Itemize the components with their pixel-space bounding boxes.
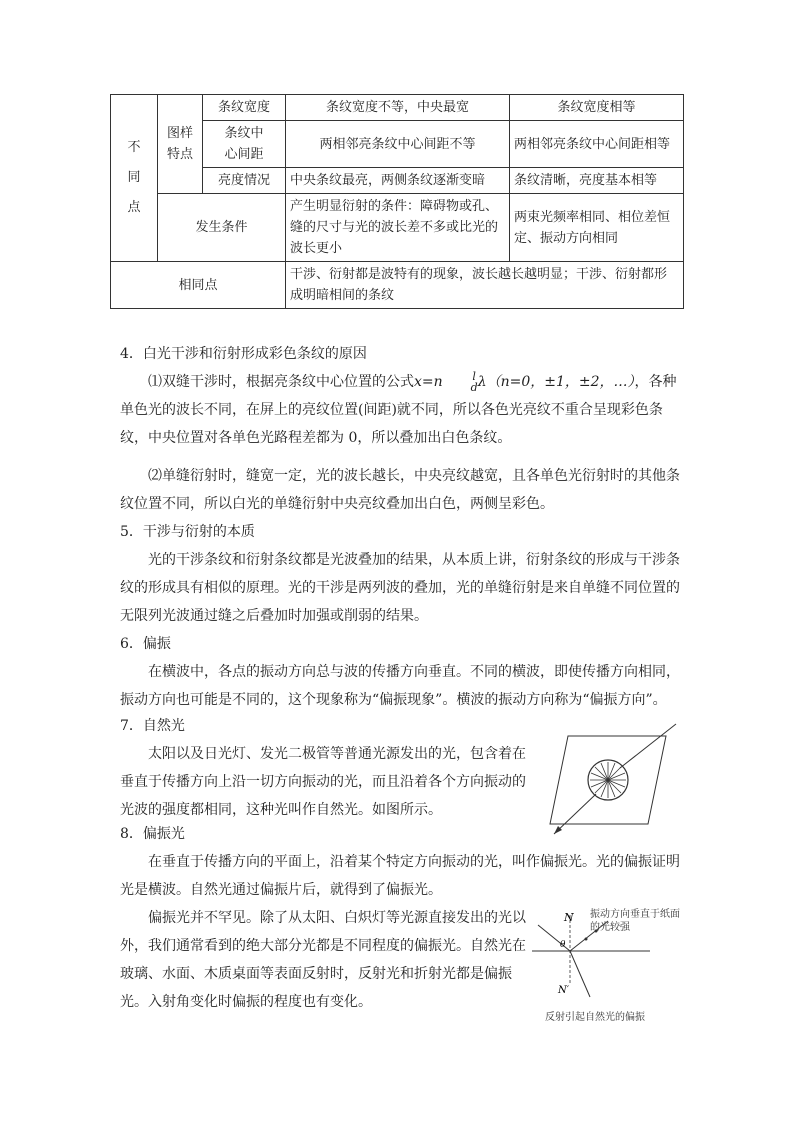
row-label: 条纹宽度	[203, 95, 286, 121]
diffraction-cell: 条纹宽度不等，中央最宽	[286, 95, 510, 121]
section-4-paragraph-2: ⑵单缝衍射时，缝宽一定，光的波长越长，中央亮纹越宽，且各单色光衍射时的其他条纹位置不同，所以白光的单缝衍射中央亮纹叠加出白色，两侧呈彩色。	[120, 468, 680, 512]
vibration-directions-icon	[590, 762, 626, 798]
section-7-title: 7．自然光	[120, 718, 185, 734]
condition-interference: 两束光频率相同、相位差恒定、振动方向相同	[510, 194, 684, 262]
diffraction-cell: 中央条纹最亮，两侧条纹逐渐变暗	[286, 168, 510, 194]
section-5-paragraph: 光的干涉条纹和衍射条纹都是光波叠加的结果，从本质上讲，衍射条纹的形成与干涉条纹的形成具有相似的原理。光的干涉是两列波的叠加，光的单缝衍射是来自单缝不同位置的无限列光波通过缝之后叠加时加强或削弱的结果。	[120, 552, 680, 624]
fringe-formula: x=n l d λ（n=0，±1，±2，…）	[414, 370, 635, 394]
same-label: 相同点	[111, 262, 286, 309]
section-4-paragraph-1: ⑴双缝干涉时，根据亮条纹中心位置的公式x=n l d λ（n=0，±1，±2，…），各种单色光的波长不同，在屏上的亮纹位置(间距)就不同，所以各色光亮纹不重合呈现彩色条纹，中央位置对各单色光路程差都为 0，所以叠加出白色条纹。	[120, 370, 677, 446]
same-text: 干涉、衍射都是波特有的现象，波长越长越明显；干涉、衍射都形成明暗相间的条纹	[286, 262, 684, 309]
table-row	[111, 194, 684, 262]
condition-diffraction: 产生明显衍射的条件：障碍物或孔、缝的尺寸与光的波长差不多或比光的波长更小	[286, 194, 510, 262]
group-label: 不同点	[127, 140, 141, 215]
comparison-table	[110, 94, 684, 309]
row-label: 亮度情况	[203, 168, 286, 194]
normal-label-n: N	[564, 911, 574, 924]
natural-light-figure	[548, 722, 684, 840]
formula-fraction: l d	[470, 370, 478, 394]
section-6-paragraph: 在横波中，各点的振动方向总与波的传播方向垂直。不同的横波，即使传播方向相同，振动方向也可能是不同的，这个现象称为“偏振现象”。横波的振动方向称为“偏振方向”。	[120, 664, 680, 708]
pattern-label-cell	[158, 95, 203, 194]
section-8-title: 8．偏振光	[120, 826, 185, 842]
section-7-paragraph: 太阳以及日光灯、发光二极管等普通光源发出的光，包含着在垂直于传播方向上沿一切方向振动的光，而且沿着各个方向振动的光波的强度都相同，这种光叫作自然光。如图所示。	[120, 746, 526, 818]
section-4-title: 4．白光干涉和衍射形成彩色条纹的原因	[120, 346, 367, 362]
angle-label: θ	[560, 940, 566, 950]
light-ray-in	[620, 724, 676, 768]
section-5-title: 5．干涉与衍射的本质	[120, 524, 255, 540]
interference-cell: 两相邻亮条纹中心间距相等	[510, 121, 684, 168]
condition-label: 发生条件	[158, 194, 286, 262]
section-8-paragraph-2: 偏振光并不罕见。除了从太阳、白炽灯等光源直接发出的光以外，我们通常看到的绝大部分光都是不同程度的偏振光。自然光在玻璃、水面、木质桌面等表面反射时，反射光和折射光都是偏振光。入射角变化时偏振的程度也有变化。	[120, 910, 526, 1010]
interference-cell: 条纹宽度相等	[510, 95, 684, 121]
table-row	[111, 262, 684, 309]
row-label: 条纹中心间距	[203, 121, 286, 168]
polarization-dot-icon	[585, 938, 588, 941]
table-row	[111, 95, 684, 121]
section-6-title: 6．偏振	[120, 636, 171, 652]
section-8-paragraph-1: 在垂直于传播方向的平面上，沿着某个特定方向振动的光，叫作偏振光。光的偏振证明光是横波。自然光通过偏振片后，就得到了偏振光。	[120, 854, 680, 898]
figure-annotation: 振动方向垂直于纸面的光较强	[590, 909, 680, 933]
interference-cell: 条纹清晰，亮度基本相等	[510, 168, 684, 194]
refracted-ray	[570, 951, 590, 997]
group-label-cell	[111, 95, 158, 262]
normal-label-n-prime: N′	[558, 985, 570, 996]
figure-caption: 反射引起自然光的偏振	[545, 1012, 645, 1023]
diffraction-cell: 两相邻亮条纹中心间距不等	[286, 121, 510, 168]
pattern-label: 图样特点	[166, 126, 193, 162]
light-ray-out	[554, 794, 596, 834]
